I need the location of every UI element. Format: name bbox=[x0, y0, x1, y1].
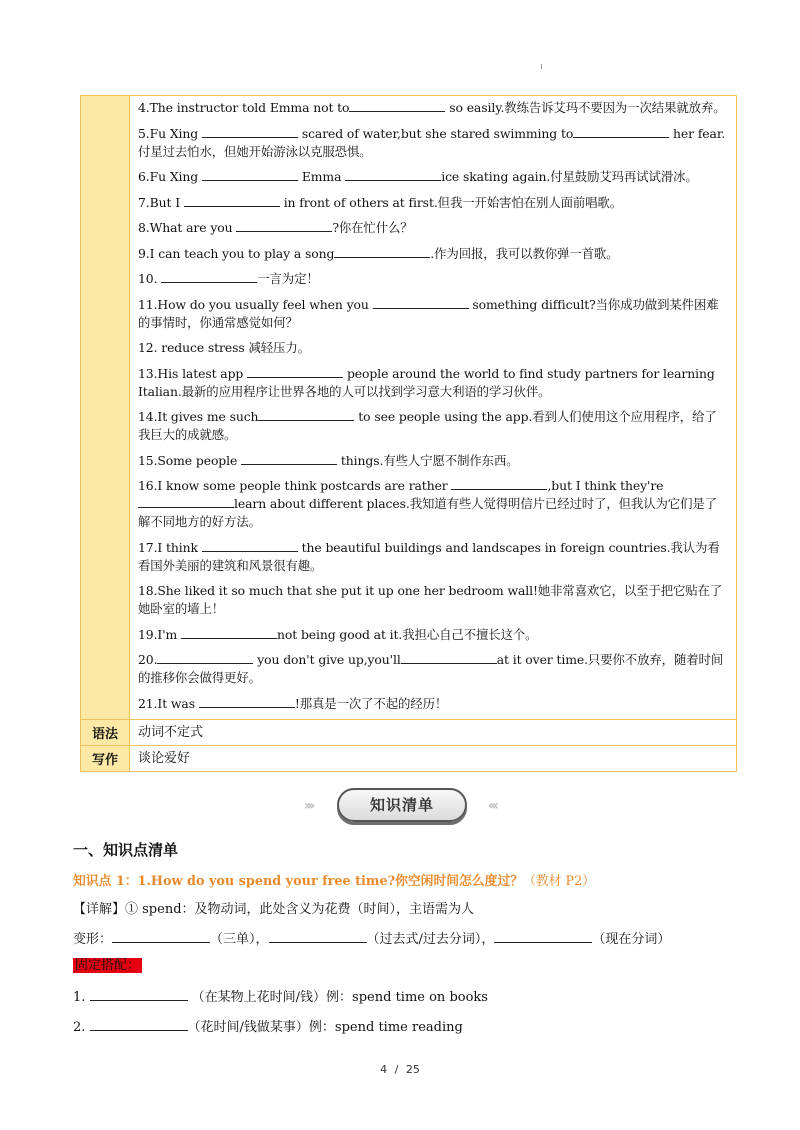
sentence-text: 15.Some people bbox=[138, 452, 242, 468]
sentence-text: .作为回报，我可以教你弹一首歌。 bbox=[430, 245, 619, 261]
sentence-text: 7.But I bbox=[138, 194, 184, 210]
sentence-text: 13.His latest app bbox=[138, 365, 248, 381]
collocation-text: （在某物上花时间/钱）例：spend time on books bbox=[187, 990, 488, 1005]
blank[interactable] bbox=[241, 452, 337, 465]
sentence-text: ,but I think they're bbox=[547, 478, 664, 493]
knowledge-point-title bbox=[73, 870, 595, 889]
blank[interactable] bbox=[157, 651, 253, 664]
blank[interactable] bbox=[202, 168, 298, 181]
page-total: 25 bbox=[405, 1063, 420, 1076]
sentence-text: you don't give up,you'll bbox=[253, 652, 401, 667]
sentences-cell bbox=[130, 96, 737, 720]
blank[interactable] bbox=[199, 695, 295, 708]
blank[interactable] bbox=[202, 539, 298, 552]
sentence-text: 8.What are you bbox=[138, 220, 237, 235]
sentence-text: to see people using the app.看到人们使用这个应用程序，给了我巨大的成就感。 bbox=[138, 409, 717, 442]
forms-line bbox=[73, 930, 670, 948]
sentence-text: so easily.教练告诉艾玛不要因为一次结果就放弃。 bbox=[445, 100, 726, 115]
grammar-value: 动词不定式 bbox=[130, 719, 737, 745]
section-title: 一、知识点清单 bbox=[73, 841, 179, 859]
sentence-text: 12. reduce stress 减轻压力。 bbox=[138, 340, 310, 355]
blank[interactable] bbox=[373, 296, 469, 309]
blank[interactable] bbox=[184, 194, 280, 207]
page-number bbox=[0, 1063, 800, 1076]
summary-table bbox=[80, 95, 737, 772]
sentences-label-cell bbox=[81, 96, 130, 720]
sentence-item bbox=[138, 582, 726, 618]
sentence-item bbox=[138, 626, 726, 644]
blank[interactable] bbox=[138, 495, 234, 508]
blank[interactable] bbox=[90, 1018, 188, 1031]
sentences-row bbox=[81, 96, 737, 720]
sentence-item bbox=[138, 219, 726, 237]
sentence-text: !那真是一次了不起的经历！ bbox=[294, 695, 448, 711]
sentence-text: 10. bbox=[138, 271, 162, 286]
sentence-item bbox=[138, 194, 726, 212]
writing-value: 谈论爱好 bbox=[130, 745, 737, 771]
sentence-text: 4.The instructor told Emma not to bbox=[138, 100, 350, 115]
collocation-2 bbox=[73, 1018, 463, 1036]
sentence-item bbox=[138, 365, 726, 401]
sentence-text: the beautiful buildings and landscapes in foreign countries.我认为看看国外美丽的建筑和风景很有趣。 bbox=[138, 539, 720, 573]
kp-title-text: 知识点 1：1.How do you spend your free time?你空闲时间怎么度过？ bbox=[73, 874, 524, 889]
sentence-text: her fear.付星过去怕水，但她开始游泳以克服恐惧。 bbox=[138, 125, 726, 159]
writing-row bbox=[81, 745, 737, 771]
blank[interactable] bbox=[349, 99, 445, 112]
sentence-item bbox=[138, 339, 726, 357]
blank[interactable] bbox=[202, 125, 298, 138]
sentence-text: 5.Fu Xing bbox=[138, 125, 202, 141]
sentence-text: 21.It was bbox=[138, 695, 199, 711]
sentence-item bbox=[138, 99, 726, 117]
blank[interactable] bbox=[401, 651, 497, 664]
fixed-collocation-heading bbox=[73, 958, 142, 974]
knowledge-list-banner bbox=[300, 787, 500, 825]
form-present-participle: （现在分词） bbox=[592, 932, 671, 947]
sentence-text: ice skating again.付星鼓励艾玛再试试滑冰。 bbox=[441, 169, 698, 184]
sentence-text: 9.I can teach you to play a song bbox=[138, 245, 335, 261]
sentence-text: 一言为定！ bbox=[257, 271, 319, 286]
page-separator: / bbox=[394, 1063, 399, 1076]
sentence-text: 16.I know some people think postcards are rather bbox=[138, 478, 452, 493]
blank[interactable] bbox=[161, 270, 257, 283]
sentence-text: scared of water,but she stared swimming to bbox=[297, 125, 574, 141]
blank[interactable] bbox=[345, 168, 441, 181]
sentence-text: things.有些人宁愿不制作东西。 bbox=[337, 452, 519, 468]
sentence-item bbox=[138, 695, 726, 713]
collocation-number: 1. bbox=[73, 990, 90, 1005]
sentence-text: in front of others at first.但我一开始害怕在别人面前唱歌。 bbox=[279, 194, 623, 210]
grammar-row bbox=[81, 719, 737, 745]
sentence-item bbox=[138, 651, 726, 687]
detail-line: 【详解】① spend：及物动词，此处含义为花费（时间），主语需为人 bbox=[73, 902, 475, 917]
sentence-item bbox=[138, 168, 726, 186]
sentence-text: learn about different places.我知道有些人觉得明信片已经过时了，但我认为它们是了解不同地方的好方法。 bbox=[138, 496, 717, 529]
blank[interactable] bbox=[236, 219, 332, 232]
grammar-label: 语法 bbox=[81, 719, 130, 745]
form-third-person: （三单）， bbox=[210, 932, 269, 947]
kp-note: （教材 P2） bbox=[523, 874, 596, 889]
blank[interactable] bbox=[112, 930, 210, 943]
sentence-item bbox=[138, 270, 726, 288]
sentence-item bbox=[138, 539, 726, 575]
blank[interactable] bbox=[573, 125, 669, 138]
page-current: 4 bbox=[380, 1063, 388, 1076]
collocation-text: （花时间/钱做某事）例：spend time reading bbox=[187, 1020, 463, 1035]
forms-prefix: 变形： bbox=[73, 932, 113, 947]
blank[interactable] bbox=[181, 626, 277, 639]
sentence-text: 17.I think bbox=[138, 539, 202, 555]
form-past: （过去式/过去分词）， bbox=[366, 932, 495, 947]
blank[interactable] bbox=[451, 477, 547, 490]
sentence-text: 11.How do you usually feel when you bbox=[138, 296, 373, 312]
blank[interactable] bbox=[334, 245, 430, 258]
blank[interactable] bbox=[269, 930, 367, 943]
blank[interactable] bbox=[258, 408, 354, 421]
blank[interactable] bbox=[247, 365, 343, 378]
blank[interactable] bbox=[494, 930, 592, 943]
sentence-text: people around the world to find study partners for learning Italian.最新的应用程序让世界各地的人可以找到学习意大利语的学习伙伴。 bbox=[138, 365, 715, 399]
sentence-item bbox=[138, 408, 726, 444]
sentence-text: 19.I'm bbox=[138, 626, 181, 642]
sentence-text: Emma bbox=[297, 169, 346, 184]
sentence-text: 6.Fu Xing bbox=[138, 169, 202, 184]
fixed-label: 固定搭配： bbox=[75, 958, 141, 973]
left-chevrons-icon: ››› bbox=[304, 798, 313, 814]
sentence-text: not being good at it.我担心自己不擅长这个。 bbox=[277, 626, 538, 642]
sentence-item bbox=[138, 125, 726, 161]
sentence-text: something difficult?当你成功做到某件困难的事情时，你通常感觉如何？ bbox=[138, 296, 719, 330]
writing-label: 写作 bbox=[81, 745, 130, 771]
sentence-text: at it over time.只要你不放弃，随着时间的推移你会做得更好。 bbox=[138, 652, 724, 685]
sentence-text: 18.She liked it so much that she put it up one her bedroom wall!她非常喜欢它，以至于把它贴在了她卧室的墙上！ bbox=[138, 583, 723, 616]
collocation-1 bbox=[73, 988, 488, 1006]
sentence-item bbox=[138, 245, 726, 263]
banner-label: 知识清单 bbox=[337, 788, 467, 822]
sentence-text: 20. bbox=[138, 652, 158, 667]
collocation-number: 2. bbox=[73, 1020, 90, 1035]
right-chevrons-icon: ‹‹‹ bbox=[487, 798, 496, 814]
page-tick-mark bbox=[541, 64, 542, 69]
sentence-text: ?你在忙什么？ bbox=[332, 220, 413, 235]
blank[interactable] bbox=[90, 988, 188, 1001]
sentence-item bbox=[138, 452, 726, 470]
sentence-item bbox=[138, 477, 726, 531]
sentence-text: 14.It gives me such bbox=[138, 409, 259, 424]
sentence-item bbox=[138, 296, 726, 332]
